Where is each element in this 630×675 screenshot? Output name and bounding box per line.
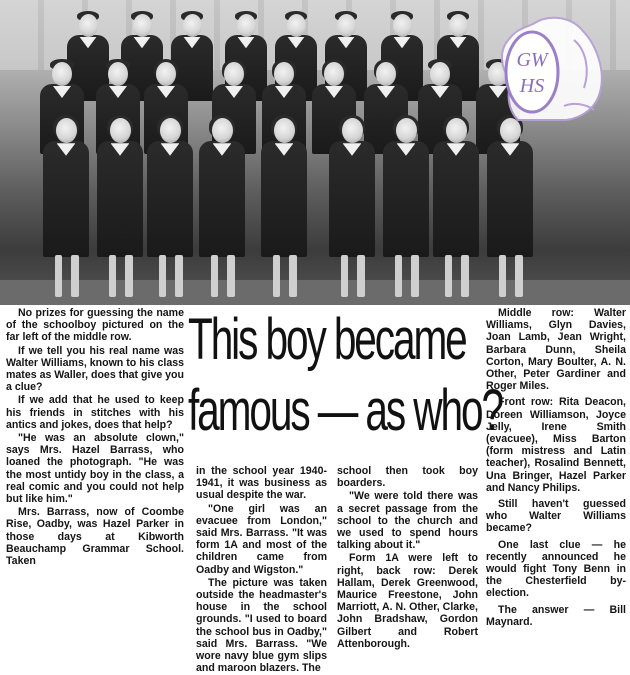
face bbox=[274, 118, 295, 143]
face bbox=[183, 14, 202, 37]
legs bbox=[499, 255, 506, 297]
legs bbox=[289, 255, 296, 297]
face bbox=[160, 118, 181, 143]
headline bbox=[188, 304, 502, 446]
face bbox=[430, 62, 450, 86]
face bbox=[393, 14, 412, 37]
paragraph: "He was an absolute clown," says Mrs. Hazel Barrass, who loaned the photograph. "He was the most untidy boy in the class, a real comic and you could not help but like him." bbox=[6, 432, 184, 506]
face bbox=[224, 62, 244, 86]
legs bbox=[273, 255, 280, 297]
face bbox=[237, 14, 256, 37]
paragraph: If we add that he used to keep his friends in stitches with his antics and jokes, does that help? bbox=[6, 394, 184, 431]
logo-oval bbox=[506, 32, 558, 112]
uniform bbox=[43, 141, 89, 257]
legs bbox=[109, 255, 116, 297]
legs bbox=[515, 255, 522, 297]
legs bbox=[175, 255, 182, 297]
face bbox=[324, 62, 344, 86]
face bbox=[337, 14, 356, 37]
legs bbox=[227, 255, 234, 297]
paragraph: Middle row: Walter Williams, Glyn Davies, Joan Lamb, Jean Wright, Barbara Dunn, Sheila Corton, Mary Boulter, A. N. Other, Peter Gardiner and Roger Miles. bbox=[486, 307, 626, 393]
article-column-2 bbox=[196, 465, 327, 675]
uniform bbox=[97, 141, 143, 257]
legs bbox=[211, 255, 218, 297]
paragraph: If we tell you his real name was Walter Williams, known to his class mates as Waller, does that give you a clue? bbox=[6, 344, 184, 394]
paragraph: No prizes for guessing the name of the schoolboy pictured on the far left of the middle row. bbox=[6, 307, 184, 344]
face bbox=[212, 118, 233, 143]
paragraph: school then took boy boarders. bbox=[337, 465, 478, 490]
face bbox=[110, 118, 131, 143]
face bbox=[376, 62, 396, 86]
gwhs-logo bbox=[478, 10, 618, 128]
uniform bbox=[147, 141, 193, 257]
legs bbox=[159, 255, 166, 297]
face bbox=[56, 118, 77, 143]
face bbox=[396, 118, 417, 143]
paragraph: Still haven't guessed who Walter Williams became? bbox=[486, 498, 626, 535]
face bbox=[79, 14, 98, 37]
face bbox=[446, 118, 467, 143]
article-column-4 bbox=[486, 307, 626, 629]
face bbox=[156, 62, 176, 86]
legs bbox=[71, 255, 78, 297]
face bbox=[287, 14, 306, 37]
face bbox=[133, 14, 152, 37]
headline-line-2: famous — as who? bbox=[188, 378, 502, 443]
face bbox=[274, 62, 294, 86]
legs bbox=[357, 255, 364, 297]
face bbox=[52, 62, 72, 86]
paragraph: Form 1A were left to right, back row: Derek Hallam, Derek Greenwood, Maurice Freestone, John Marriott, A. N. Other, Clarke, John Bradshaw, Gordon Gilbert and Robert Attenborough. bbox=[337, 552, 478, 650]
ground bbox=[0, 280, 630, 305]
uniform bbox=[329, 141, 375, 257]
paragraph: Mrs. Barrass, now of Coombe Rise, Oadby, was Hazel Parker in those days at Kibworth Beauchamp Grammar School. Taken bbox=[6, 506, 184, 568]
logo-letters: GW bbox=[516, 49, 548, 71]
paragraph: "One girl was an evacuee from London," said Mrs. Barrass. "It was form 1A and most of the children came from Oadby and Wigston." bbox=[196, 502, 327, 576]
headline-line-1: This boy became bbox=[188, 307, 466, 372]
face bbox=[449, 14, 468, 37]
paragraph: One last clue — he recently announced he would fight Tony Benn in the Chesterfield by-election. bbox=[486, 538, 626, 600]
legs bbox=[411, 255, 418, 297]
face bbox=[108, 62, 128, 86]
uniform bbox=[199, 141, 245, 257]
article-column-1 bbox=[6, 307, 184, 568]
legs bbox=[461, 255, 468, 297]
face bbox=[342, 118, 363, 143]
paragraph: The picture was taken outside the headmaster's house in the school grounds. "I used to board the school bus in Oadby," said Mrs. Barrass. "We wore navy blue gym slips and maroon blazers. The bbox=[196, 576, 327, 675]
uniform bbox=[383, 141, 429, 257]
paragraph: "We were told there was a secret passage from the school to the church and we used to spend hours talking about it." bbox=[337, 490, 478, 552]
paragraph: Front row: Rita Deacon, Doreen Williamson, Joyce Jelly, Irene Smith (evacuee), Miss Barton (form mistress and Latin teacher), Rosalind Bennett, Una Bringer, Hazel Parker and Nancy Philips. bbox=[486, 396, 626, 494]
uniform bbox=[261, 141, 307, 257]
paragraph: The answer — Bill Maynard. bbox=[486, 603, 626, 628]
svg-text:HS: HS bbox=[519, 75, 545, 97]
legs bbox=[55, 255, 62, 297]
legs bbox=[395, 255, 402, 297]
paragraph: in the school year 1940-1941, it was business as usual despite the war. bbox=[196, 465, 327, 502]
article-column-3 bbox=[337, 465, 478, 651]
legs bbox=[445, 255, 452, 297]
uniform bbox=[433, 141, 479, 257]
legs bbox=[341, 255, 348, 297]
uniform bbox=[487, 141, 533, 257]
legs bbox=[125, 255, 132, 297]
